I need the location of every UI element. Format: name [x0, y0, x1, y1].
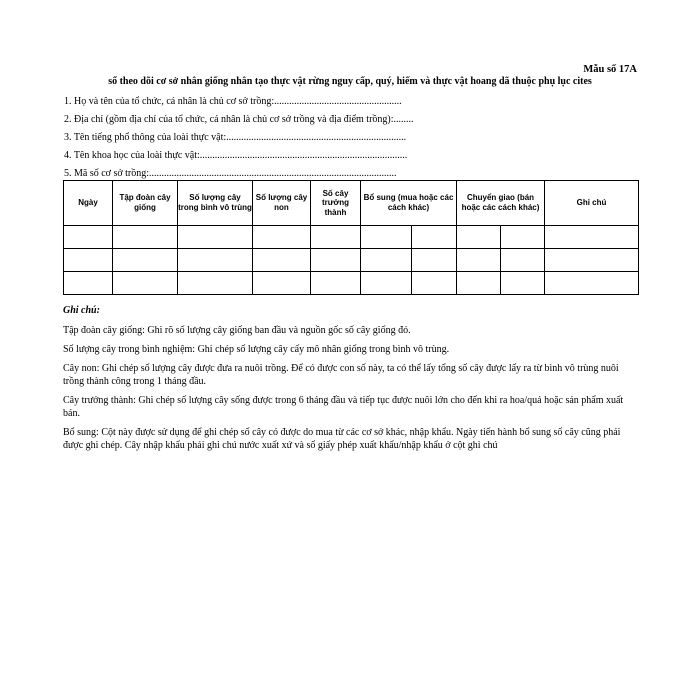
note-item-young-plants: Cây non: Ghi chép số lượng cây được đưa ra nuôi trồng. Để có được con số này, ta có thể lấy tổng số cây được lấy ra từ bình vô trùng nuôi trồng thành công trong 1 tháng đầu.: [63, 363, 619, 387]
table-cell[interactable]: [457, 226, 501, 249]
table-cell[interactable]: [253, 249, 311, 272]
col-header-notes: Ghi chú: [545, 181, 639, 226]
col-header-additions: Bổ sung (mua hoặc các cách khác): [361, 181, 457, 226]
table-cell[interactable]: [113, 249, 178, 272]
table-cell[interactable]: [412, 226, 457, 249]
form-number: Mẫu số 17A: [583, 64, 637, 75]
col-header-date: Ngày: [64, 181, 113, 226]
note-item-sterile-flask: Số lượng cây trong bình nghiệm: Ghi chép số lượng cây cấy mô nhân giống trong bình vô trùng.: [63, 344, 450, 355]
table-cell[interactable]: [311, 272, 361, 295]
table-cell[interactable]: [253, 272, 311, 295]
col-header-young-plants: Số lượng cây non: [253, 181, 311, 226]
table-cell[interactable]: [457, 249, 501, 272]
table-cell[interactable]: [113, 226, 178, 249]
table-cell[interactable]: [501, 249, 545, 272]
table-cell[interactable]: [501, 226, 545, 249]
table-row: [64, 249, 639, 272]
table-header-row: [64, 181, 639, 226]
table-cell[interactable]: [178, 272, 253, 295]
field-address: 2. Địa chỉ (gồm địa chỉ của tổ chức, cá nhân là chủ cơ sở trồng và địa điểm trồng):........: [64, 114, 414, 125]
table-cell[interactable]: [64, 272, 113, 295]
tracking-table: [63, 180, 639, 295]
table-cell[interactable]: [64, 249, 113, 272]
table-cell[interactable]: [457, 272, 501, 295]
table-cell[interactable]: [113, 272, 178, 295]
table-cell[interactable]: [311, 249, 361, 272]
document-title: sổ theo dõi cơ sở nhân giống nhân tạo thực vật rừng nguy cấp, quý, hiếm và thực vật hoang dã thuộc phụ lục cites: [108, 76, 592, 87]
note-item-seedling-collection: Tập đoàn cây giống: Ghi rõ số lượng cây giống ban đầu và nguồn gốc số cây giống đó.: [63, 325, 411, 336]
table-cell[interactable]: [361, 272, 412, 295]
table-cell[interactable]: [64, 226, 113, 249]
table-cell[interactable]: [412, 249, 457, 272]
field-owner-name: 1. Họ và tên của tổ chức, cá nhân là chủ cơ sở trồng:...................................................: [64, 96, 402, 107]
table-cell[interactable]: [178, 249, 253, 272]
note-item-mature-plants: Cây trưởng thành: Ghi chép số lượng cây sống được trong 6 tháng đầu và tiếp tục được nuôi lớn cho đến khi ra hoa/quả hoặc sản phẩm xuất bán.: [63, 395, 624, 419]
col-header-seedling-collection: Tập đoàn cây giống: [113, 181, 178, 226]
table-cell[interactable]: [501, 272, 545, 295]
table-cell[interactable]: [361, 249, 412, 272]
table-cell[interactable]: [311, 226, 361, 249]
field-facility-code: 5. Mã số cơ sở trồng:...................................................................................................: [64, 168, 397, 179]
field-common-name: 3. Tên tiếng phổ thông của loài thực vật:........................................................................: [64, 132, 407, 143]
col-header-transfers: Chuyển giao (bán hoặc các cách khác): [457, 181, 545, 226]
notes-section: [63, 304, 638, 458]
table-cell[interactable]: [412, 272, 457, 295]
col-header-mature-plants: Số cây trưởng thành: [311, 181, 361, 226]
table-cell[interactable]: [361, 226, 412, 249]
table-cell[interactable]: [545, 249, 639, 272]
table-row: [64, 272, 639, 295]
note-item-additions: Bổ sung: Cột này được sử dụng để ghi chép số cây có được do mua từ các cơ sở khác, nhập khẩu. Ngày tiến hành bổ sung số cây cũng phải được ghi chép. Cây nhập khẩu phải ghi chú nước xuất xứ và số giấy phép xuất khẩu/nhập khẩu ở cột ghi chú: [63, 427, 621, 451]
table-cell[interactable]: [178, 226, 253, 249]
field-scientific-name: 4. Tên khoa học của loài thực vật:...................................................................................: [64, 150, 408, 161]
table-cell[interactable]: [545, 272, 639, 295]
table-cell[interactable]: [545, 226, 639, 249]
table-row: [64, 226, 639, 249]
table-cell[interactable]: [253, 226, 311, 249]
col-header-sterile-flask-count: Số lượng cây trong bình vô trùng: [178, 181, 253, 226]
notes-heading: Ghi chú:: [63, 305, 100, 316]
